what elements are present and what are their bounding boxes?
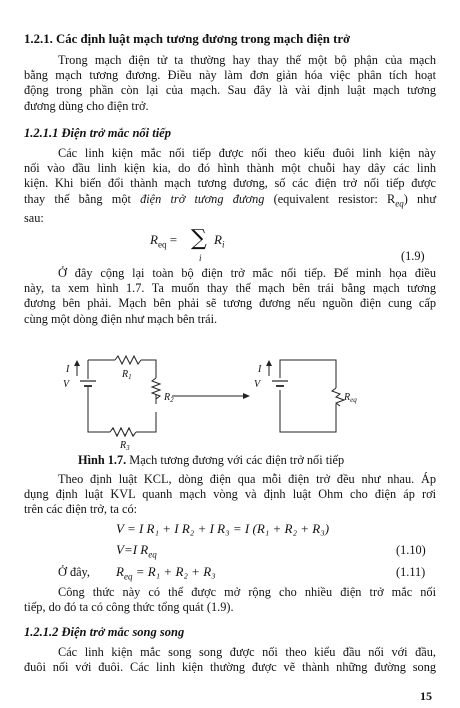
text-line: tiếp, do đó ta có công thức tổng quát (1.9). <box>24 600 234 615</box>
text-line: Ở đây cộng lại toàn bộ điện trở mắc nối tiếp. Để minh họa điều <box>58 266 436 280</box>
text-line: Các linh kiện mắc song song được nối theo kiểu đầu nối với đầu, <box>58 645 436 659</box>
label-req: $R_{eq}$ <box>344 392 357 404</box>
series-paragraph-1 <box>24 146 436 226</box>
text-line: nối vào đầu linh kiện kia, do đó hình thành một chuỗi hay dây các linh <box>24 161 436 176</box>
text-line: động trong phần còn lại của mạch. Sau đây là vài định luật mạch tương <box>24 83 436 98</box>
text-line: này, ta xem hình 1.7. Ta muốn thay thế mạch bên trái bằng mạch tương <box>24 281 436 296</box>
text-line: đương bên phải. Mạch bên phải sẽ tương đương nếu nguồn điện cung cấp <box>24 296 436 311</box>
series-paragraph-3 <box>24 472 436 518</box>
text-line: trên các điện trở, ta có: <box>24 502 138 517</box>
equation-1-9: $R_{eq}$ = <box>150 232 178 250</box>
text-line: Trong mạch điện tử ta thường hay thay thế một bộ phận của mạch <box>58 53 436 67</box>
resistor-r1 <box>115 356 141 364</box>
equation-number-1-9: (1.9) <box>401 249 425 263</box>
label-i-left: I <box>66 364 70 375</box>
text-line: đương dùng cho điện trở. <box>24 98 149 113</box>
series-paragraph-2 <box>24 266 436 327</box>
section-heading: 1.2.1. Các định luật mạch tương đương trong mạch điện trở <box>24 32 351 46</box>
label-r1: $R_1$ <box>122 369 132 381</box>
text-line: cùng một dòng điện như mạch bên trái. <box>24 311 218 326</box>
label-i-right: I <box>258 364 262 375</box>
subsection-heading-series: 1.2.1.1 Điện trở mắc nối tiếp <box>24 126 171 140</box>
text-line: kiện. Khi biến đổi thành mạch tương đương, số các điện trở nối tiếp được <box>24 176 436 191</box>
equation-1-10: V=I $R_{eq}$ <box>116 542 157 560</box>
text-line: đuôi nối với đuôi. Các linh kiện thường được vẽ thành những đường song <box>24 660 436 675</box>
text-line: bằng mạch tương đương. Điều này làm đơn giản hóa việc phân tích hoạt <box>24 68 436 83</box>
resistor-req <box>332 388 344 406</box>
figure-caption: Hình 1.7. Mạch tương đương với các điện trở nối tiếp <box>78 453 345 467</box>
equation-1-9-rhs: $R_i$ <box>214 232 225 250</box>
label-r2: $R_2$ <box>164 392 174 404</box>
label-r3: $R_3$ <box>120 440 130 450</box>
equation-1-11-prefix: Ở đây, <box>58 565 90 579</box>
current-arrowhead-left <box>74 360 80 366</box>
label-v-right: V <box>254 379 261 390</box>
text-line: dụng định luật KVL quanh mạch vòng và định luật Ohm cho điện áp rơi <box>24 487 436 502</box>
equation-number-1-11: (1.11) <box>396 565 426 579</box>
parallel-paragraph-1 <box>24 645 436 675</box>
text-line: Các linh kiện mắc nối tiếp được nối theo kiểu đuôi linh kiện này <box>58 146 436 160</box>
text-line: thay thế bằng một điện trở tương đương (equivalent resistor: $R_{eq}$) như <box>24 191 436 209</box>
series-paragraph-4 <box>24 585 436 615</box>
equation-1-11: $R_{eq} = R_1 + R_2 + R_3$ <box>116 564 216 582</box>
text-line: Theo định luật KCL, dòng điện qua mỗi điện trở đều như nhau. Áp <box>58 472 436 486</box>
equation-kvl: V = I R₁ + I R₂ + I R₃ = I (R₁ + R₂ + R₃) <box>116 521 330 536</box>
page-number: 15 <box>420 689 432 703</box>
current-arrowhead-right <box>266 360 272 366</box>
label-v-left: V <box>63 379 70 390</box>
text-line: Công thức này có thể được mở rộng cho nhiều điện trở mắc nối <box>58 585 436 599</box>
intro-paragraph <box>24 53 436 114</box>
text-line: sau: <box>24 211 44 226</box>
summation-index: i <box>199 253 202 263</box>
summation-symbol: ∑ <box>191 226 207 251</box>
transform-arrowhead <box>243 393 250 399</box>
equation-number-1-10: (1.10) <box>396 543 426 557</box>
figure-1-7 <box>60 350 380 450</box>
subsection-heading-parallel: 1.2.1.2 Điện trở mắc song song <box>24 625 185 639</box>
